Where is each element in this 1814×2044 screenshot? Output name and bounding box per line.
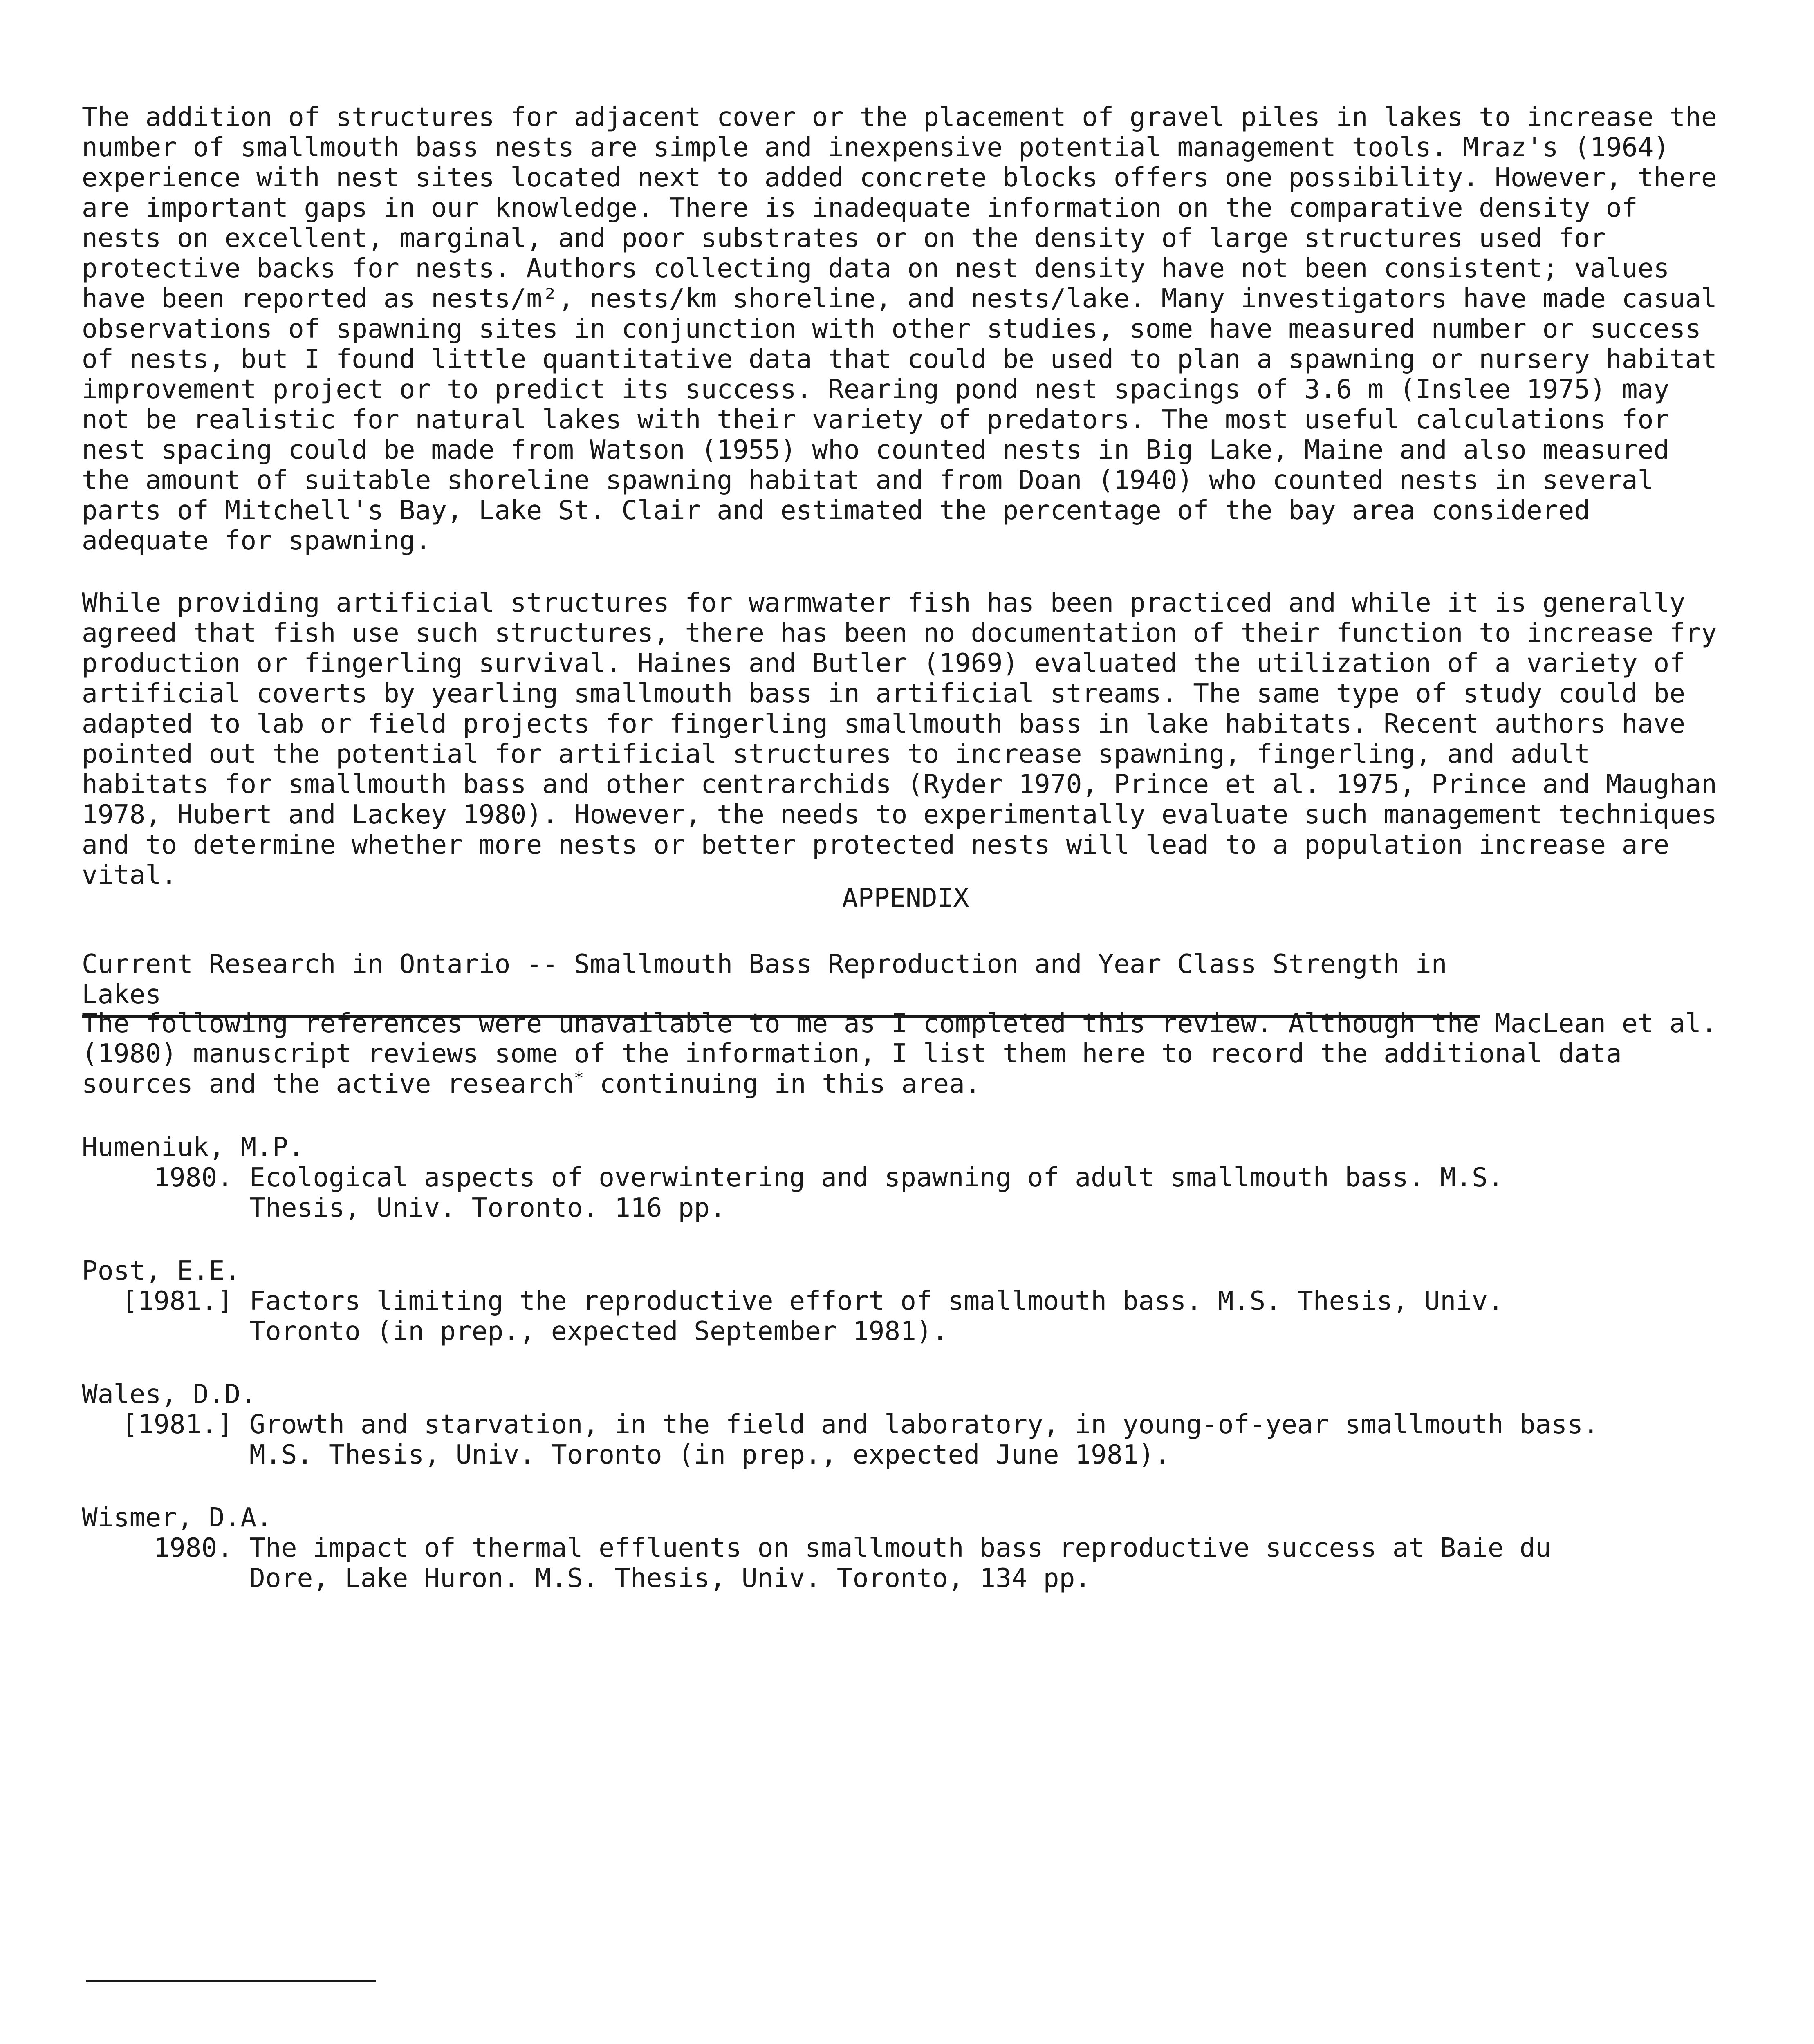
- reference-item: [82, 1379, 1729, 1470]
- reference-text: Growth and starvation, in the field and laboratory, in young-of-year smallmouth bass. M.S. Thesis, Univ. Toronto (in prep., expected June 1981).: [249, 1409, 1599, 1470]
- reference-year: 1980.: [153, 1162, 233, 1193]
- reference-author: Post, E.E.: [82, 1255, 241, 1286]
- intro-text: The following references were unavailable to me as I completed this review. Although the MacLean et al. (1980) manuscript reviews some of the information, I list them here to record the additional data sources and the active research: [82, 1008, 1717, 1099]
- reference-author: Wales, D.D.: [82, 1379, 257, 1410]
- reference-text: Factors limiting the reproductive effort of smallmouth bass. M.S. Thesis, Univ. Toronto (in prep., expected September 1981).: [249, 1286, 1504, 1347]
- intro-text-end: continuing in this area.: [583, 1069, 981, 1099]
- reference-author: Wismer, D.A.: [82, 1502, 272, 1533]
- reference-author: Humeniuk, M.P.: [82, 1132, 304, 1163]
- reference-list: [82, 1132, 1729, 1626]
- reference-item: [82, 1256, 1729, 1347]
- appendix-intro: [82, 1009, 1729, 1099]
- section-heading: Current Research in Ontario -- Smallmouth Bass Reproduction and Year Class Strength in Lakes: [82, 949, 1480, 1018]
- body-text: [82, 102, 1729, 890]
- paragraph-artificial-structures: While providing artificial structures for warmwater fish has been practiced and while it is generally agreed that fish use such structures, there has been no documentation of their function to increase fry production or fingerling survival. Haines and Butler (1969) evaluated the utilization of a variety of artificial coverts by yearling smallmouth bass in artificial streams. The same type of study could be adapted to lab or field projects for fingerling smallmouth bass in lake habitats. Recent authors have pointed out the potential for artificial structures to increase spawning, fingerling, and adult habitats for smallmouth bass and other centrarchids (Ryder 1970, Prince et al. 1975, Prince and Maughan 1978, Hubert and Lackey 1980). However, the needs to experimentally evaluate such management techniques and to determine whether more nests or better protected nests will lead to a population increase are vital.: [82, 587, 1717, 890]
- appendix-title: APPENDIX: [842, 883, 969, 913]
- reference-text: The impact of thermal effluents on smallmouth bass reproductive success at Baie du Dore, Lake Huron. M.S. Thesis, Univ. Toronto, 134 pp.: [249, 1533, 1552, 1594]
- reference-item: [82, 1503, 1729, 1594]
- reference-item: [82, 1132, 1729, 1223]
- footnote-divider: [86, 1980, 376, 1982]
- reference-year: 1980.: [153, 1533, 233, 1563]
- reference-year: [1981.]: [122, 1409, 233, 1440]
- paragraph-nest-structures: The addition of structures for adjacent cover or the placement of gravel piles in lakes to increase the number of smallmouth bass nests are simple and inexpensive potential management tools. Mraz's (1964) experience with nest sites located next to added concrete blocks offers one possibility. However, there are important gaps in our knowledge. There is inadequate information on the comparative density of nests on excellent, marginal, and poor substrates or on the density of large structures used for protective backs for nests. Authors collecting data on nest density have not been consistent; values have been reported as nests/m², nests/km shoreline, and nests/lake. Many investigators have made casual observations of spawning sites in conjunction with other studies, some have measured number or success of nests, but I found little quantitative data that could be used to plan a spawning or nursery habitat improvement project or to predict its success. Rearing pond nest spacings of 3.6 m (Inslee 1975) may not be realistic for natural lakes with their variety of predators. The most useful calculations for nest spacing could be made from Watson (1955) who counted nests in Big Lake, Maine and also measured the amount of suitable shoreline spawning habitat and from Doan (1940) who counted nests in several parts of Mitchell's Bay, Lake St. Clair and estimated the percentage of the bay area considered adequate for spawning.: [82, 102, 1717, 556]
- footnote-marker: *: [574, 1069, 584, 1088]
- reference-text: Ecological aspects of overwintering and spawning of adult smallmouth bass. M.S. Thesis, Univ. Toronto. 116 pp.: [249, 1162, 1504, 1223]
- reference-year: [1981.]: [122, 1286, 233, 1316]
